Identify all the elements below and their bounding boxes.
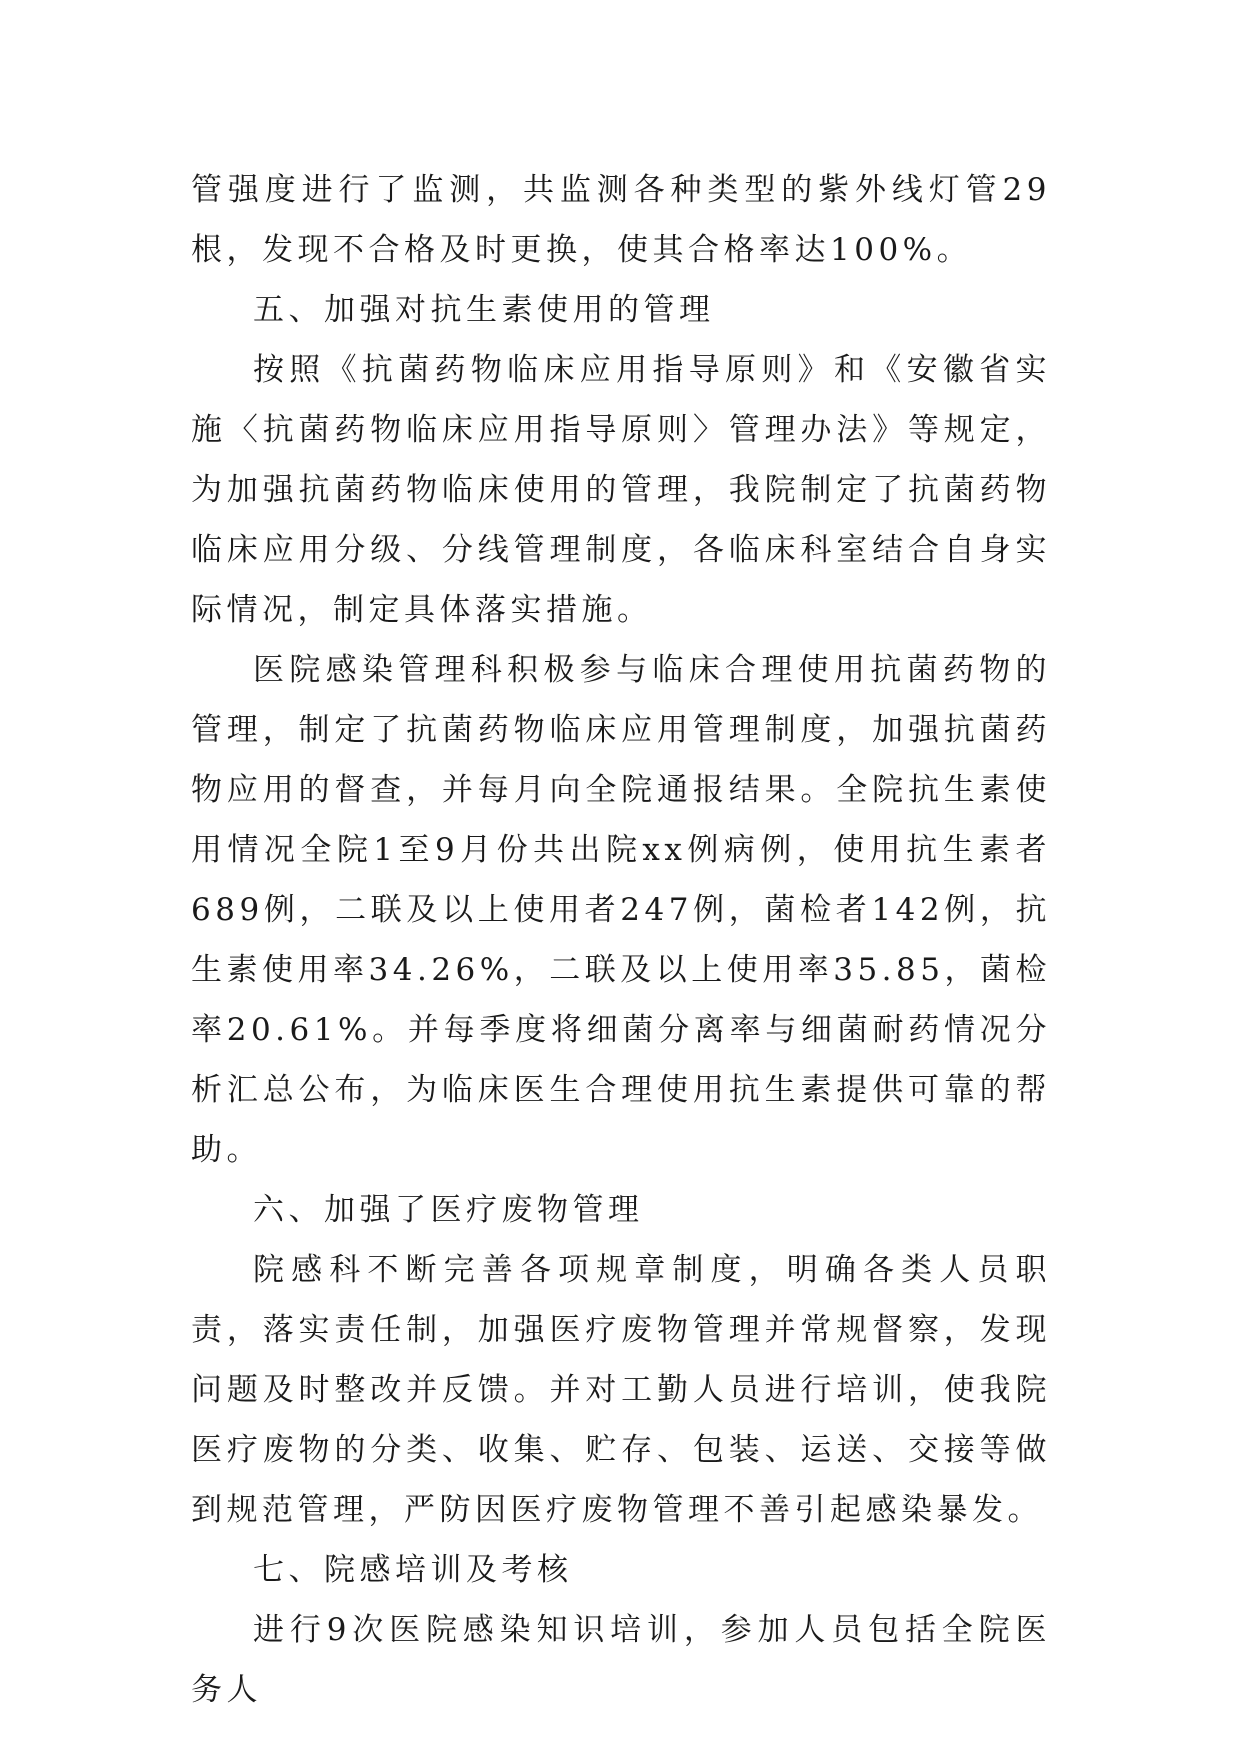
- section-heading-training: 七、院感培训及考核: [253, 1552, 573, 1588]
- section-heading-antibiotics: 五、加强对抗生素使用的管理: [253, 292, 715, 328]
- paragraph-uv-lamp-monitoring: 管强度进行了监测，共监测各种类型的紫外线灯管29根，发现不合格及时更换，使其合格率达100%。: [191, 172, 1051, 268]
- paragraph-training: 进行9次医院感染知识培训，参加人员包括全院医务人: [191, 1612, 1051, 1708]
- paragraph-antibiotic-guidelines: 按照《抗菌药物临床应用指导原则》和《安徽省实施〈抗菌药物临床应用指导原则〉管理办法》等规定，为加强抗菌药物临床使用的管理，我院制定了抗菌药物临床应用分级、分线管理制度，各临床科室结合自身实际情况，制定具体落实措施。: [191, 352, 1051, 628]
- document-body: [191, 160, 1051, 1720]
- section-heading-medical-waste: 六、加强了医疗废物管理: [253, 1192, 644, 1228]
- paragraph-antibiotic-statistics: 医院感染管理科积极参与临床合理使用抗菌药物的管理，制定了抗菌药物临床应用管理制度，加强抗菌药物应用的督查，并每月向全院通报结果。全院抗生素使用情况全院1至9月份共出院xx例病例，使用抗生素者689例，二联及以上使用者247例，菌检者142例，抗生素使用率34.26%，二联及以上使用率35.85，菌检率20.61%。并每季度将细菌分离率与细菌耐药情况分析汇总公布，为临床医生合理使用抗生素提供可靠的帮助。: [191, 652, 1051, 1168]
- paragraph-medical-waste-management: 院感科不断完善各项规章制度，明确各类人员职责，落实责任制，加强医疗废物管理并常规督察，发现问题及时整改并反馈。并对工勤人员进行培训，使我院医疗废物的分类、收集、贮存、包装、运送、交接等做到规范管理，严防因医疗废物管理不善引起感染暴发。: [191, 1252, 1051, 1528]
